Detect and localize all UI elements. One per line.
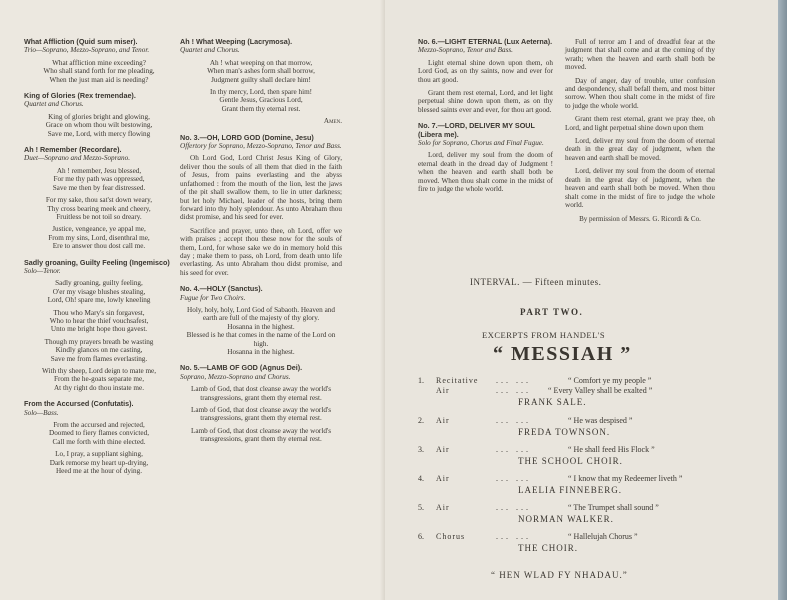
text-line: When man's ashes form shall borrow, [207,67,315,76]
text-line: Who to hear the thief vouchsafest, [49,316,149,325]
item-type: Recitative [436,376,479,385]
item-performer: FREDA TOWNSON. [518,427,611,437]
programme-item [418,445,718,474]
text-line: Judgment guilty shall declare him! [211,75,311,84]
section-subtitle: Fugue for Two Choirs. [180,293,246,302]
text-line: For my sake, thou sat'st down weary, [45,196,153,205]
verse [24,225,174,250]
text-line: With thy sheep, Lord deign to mate me, [41,367,157,375]
paragraph: Day of anger, day of trouble, utter confusion and despondency, shall befall them, and most bitter sorrow. When thou shalt come in the midst of fire to judge the whole world. [565,76,715,110]
text-line: From my sins, Lord, disenthral me, [48,233,150,242]
section-title: Sadly groaning, Guilty Feeling (Ingemisco) [24,257,170,267]
text-line: Hosanna in the highest. [227,322,295,331]
item-number: 3. [418,445,424,454]
item-performer: LAELIA FINNEBERG. [518,485,622,495]
text-line: Thou who Mary's sin forgavest, [53,308,145,317]
text-line: Grant them thy eternal rest. [221,104,301,113]
programme-list [418,376,718,561]
section-title: No. 4.—HOLY (Sanctus). [180,284,263,294]
text-line: From the he-goats separate me, [53,375,144,384]
text-line: Lord, Oh! spare me, lowly kneeling [47,296,151,305]
text-line: Heed me at the hour of dying. [55,467,143,476]
section-title: What Affliction (Quid sum miser). [24,37,138,46]
section-title: Ah ! What Weeping (Lacrymosa). [180,37,293,46]
item-title: “ Comfort ye my people ” [568,376,652,385]
item-number: 2. [418,416,424,425]
text-line: In thy mercy, Lord, then spare him! [209,88,313,97]
verse [24,421,174,446]
item-performer: NORMAN WALKER. [518,514,614,524]
section-title: Ah ! Remember (Recordare). [24,145,122,155]
section-subtitle: Solo for Soprano, Chorus and Final Fugue. [418,139,544,148]
text-line: Lamb of God, that dost cleanse away the world's transgressions, grant them thy eternal rest. [190,406,332,423]
column-d [565,38,715,224]
text-line: O'er my visage blushes stealing, [52,287,146,296]
item-number: 5. [418,503,424,512]
section [180,134,342,278]
text-line: Ah ! what weeping on that morrow, [209,58,313,67]
item-title: “ Every Valley shall be exalted ” [548,386,653,395]
interval-note: INTERVAL. — Fifteen minutes. [470,277,602,287]
left-page [0,0,385,600]
verse [24,338,174,363]
verse [180,59,342,84]
text-line: Justice, vengeance, ye appal me, [52,225,146,234]
paragraph: Light eternal shine down upon them, oh Lord God, as on thy saints, now and ever for thou art good. [418,58,553,84]
text-line: King of glories bright and glowing, [48,112,150,121]
text-line: Kindly glances on me casting, [55,346,143,355]
section-title: No. 3.—OH, LORD GOD (Domine, Jesu) [180,132,314,142]
text-line: Ah ! remember, Jesu blessed, [56,166,142,175]
section-subtitle: Soprano, Mezzo-Soprano and Chorus. [180,372,291,381]
text-line: For me thy path was oppressed, [53,175,145,184]
section-subtitle: Solo—Bass. [24,408,59,417]
text-line: Fruitless be not toil so dreary. [56,212,142,221]
item-performer: THE CHOIR. [518,543,578,553]
verse [24,167,174,192]
messiah-title: “ MESSIAH ” [493,343,632,365]
section [180,364,342,443]
section-subtitle: Quartet and Chorus. [180,46,240,55]
paragraph: Lord, deliver my soul from the doom of eternal death in the great day of judgment, when the heaven and earth shall be moved. [565,137,715,162]
leader-dots: ... ... [496,376,531,385]
item-title: “ Hallelujah Chorus ” [568,532,638,541]
verse [180,385,342,402]
verse [180,88,342,113]
text-line: Save me then by fear distressed. [52,183,146,192]
section-subtitle: Solo—Tenor. [24,266,61,275]
paragraph: Oh Lord God, Lord Christ Jesus King of Glory, deliver thou the souls of all them that died in the faith of Jesus, from pains everlasting and the abyss unfathomed : from the mouth of the lion, lest the jaws of the pit shall swallow them, to lie in utter darkness; but let holy Michael, leader of the hosts, bring them forward into thy holy splendour. As unto Abraham thou didst promise, and his seed for ever. [180,154,342,222]
section-title: No. 5.—LAMB OF GOD (Agnus Dei). [180,363,303,373]
paragraph: Lord, deliver my soul from the doom of eternal death in the great day of judgment, when the heaven and earth shall both be moved. When thou shalt come in the midst of fire to judge the whole world. [565,167,715,209]
section-title: King of Glories (Rex tremendae). [24,91,136,101]
programme-item [418,474,718,503]
text-line: From the accursed and rejected, [53,421,145,430]
item-title: “ He was despised ” [568,416,633,425]
paragraph: Sacrifice and prayer, unto thee, oh Lord, offer we with praises ; accept thou these now for the souls of them, Lord, for whose sake we do in memory hold this day ; make them to pass, oh Lord, from death unto life everlasting. As unto Abraham thou didst promise, and his seed for ever. [180,226,342,277]
section-title: No. 7.—LORD, DELIVER MY SOUL (Libera me). [418,121,535,139]
section-subtitle: Mezzo-Soprano, Tenor and Bass. [418,46,513,55]
text-line: Holy, holy, holy, Lord God of Sabaoth. Heaven and earth are full of the majesty of thy glory. [187,305,335,323]
excerpts-heading: EXCERPTS FROM HANDEL'S [482,330,606,340]
section-title: From the Accursed (Confutatis). [24,399,134,409]
verse [24,59,174,84]
section [24,259,174,393]
section [418,122,553,193]
text-line: Save me from flames everlasting. [50,354,148,363]
verse [24,309,174,334]
text-line: What affliction mine exceeding? [52,58,146,67]
leader-dots: ... ... [496,386,531,395]
text-line: Thy cross bearing meek and cheery, [47,204,151,213]
item-number: 1. [418,376,424,385]
paragraph: Full of terror am I and of dreadful fear at the judgment that shall come and at the coming of thy wrath; when the heaven and earth shall both be moved. [565,38,715,72]
section [180,38,342,126]
text-line: Gentle Jesus, Gracious Lord, [219,96,303,105]
item-type: Air [436,503,450,512]
item-type: Air [436,474,450,483]
text-line: Lamb of God, that dost cleanse away the world's transgressions, grant them thy eternal rest. [190,426,332,444]
programme-item [418,416,718,445]
amen-text: Amen. [323,117,342,126]
verse [24,367,174,392]
section [418,38,553,114]
item-type: Chorus [436,532,466,541]
item-type: Air [436,386,450,395]
text-line: Lo, I pray, a suppliant sighing, [55,450,143,459]
item-performer: THE SCHOOL CHOIR. [518,456,623,466]
column-c [418,38,553,202]
text-line: Grace on whom thou wilt bestowing, [45,121,153,130]
item-number: 6. [418,532,424,541]
verse [180,427,342,444]
part-two-heading: PART TWO. [520,307,584,317]
verse [24,113,174,138]
section [180,285,342,356]
leader-dots: ... ... [496,503,531,512]
text-line: Blessed is he that comes in the name of the Lord on high. [186,331,336,348]
section [24,146,174,250]
section-subtitle: Duet—Soprano and Mezzo-Soprano. [24,154,131,163]
section [24,92,174,138]
column-b [180,38,342,452]
text-line: Save me, Lord, with mercy flowing [47,129,151,138]
item-type: Air [436,416,450,425]
paragraph: Grant them rest eternal, Lord, and let light perpetual shine down upon them, as on thy blessed saints ever and ever, for thou art good. [418,89,553,114]
section-subtitle: Offertory for Soprano, Mezzo-Soprano, Tenor and Bass. [180,142,342,151]
paragraph: Lord, deliver my soul from the doom of eternal death in the dread day of Judgment ! when the heaven and earth shall both be moved. When thou shalt come in the midst of fire to judge the whole world. [418,151,553,194]
verse [24,279,174,304]
verse [24,196,174,221]
item-title: “ The Trumpet shall sound ” [568,503,659,512]
item-title: “ He shall feed His Flock ” [568,445,655,454]
item-number: 4. [418,474,424,483]
permission-note: By permission of Messrs. G. Ricordi & Co. [579,215,701,224]
programme-item [418,532,718,561]
text-line: Hosanna in the highest. [227,348,295,356]
section [24,38,174,84]
text-line: When the just man aid is needing? [49,75,149,84]
verse [24,450,174,475]
verse [180,306,342,356]
text-line: At thy right do thou instate me. [53,383,145,392]
programme-item [418,376,718,416]
final-item: “ HEN WLAD FY NHADAU.” [491,570,628,580]
section-subtitle: Trio—Soprano, Mezzo-Soprano, and Tenor. [24,46,150,55]
leader-dots: ... ... [496,445,531,454]
text-line: Who shall stand forth for me pleading, [43,67,155,76]
text-line: Doomed to fiery flames convicted, [49,429,149,438]
text-line: Call me forth with thine elected. [52,437,146,446]
leader-dots: ... ... [496,532,531,541]
paragraph: Grant them rest eternal, grant we pray thee, oh Lord, and light perpetual shine down upon them [565,115,715,132]
text-line: Though my prayers breath be wasting [44,337,154,346]
text-line: Sadly groaning, guilty feeling, [55,279,143,288]
text-line: Unto me bright hope thou gavest. [50,325,148,334]
text-line: Ere to answer thou dost call me. [52,242,146,251]
text-line: Lamb of God, that dost cleanse away the world's transgressions, grant them thy eternal rest. [190,385,332,402]
section [24,400,174,475]
leader-dots: ... ... [496,474,531,483]
section-subtitle: Quartet and Chorus. [24,100,84,109]
background-edge [778,0,787,600]
leader-dots: ... ... [496,416,531,425]
text-line: Dark remorse my heart up-drying, [49,458,149,467]
column-a [24,38,174,483]
section-title: No. 6.—LIGHT ETERNAL (Lux Aeterna). [418,37,553,46]
item-title: “ I know that my Redeemer liveth ” [568,474,683,483]
item-performer: FRANK SALE. [518,397,587,407]
verse [180,406,342,423]
item-type: Air [436,445,450,454]
programme-item [418,503,718,532]
